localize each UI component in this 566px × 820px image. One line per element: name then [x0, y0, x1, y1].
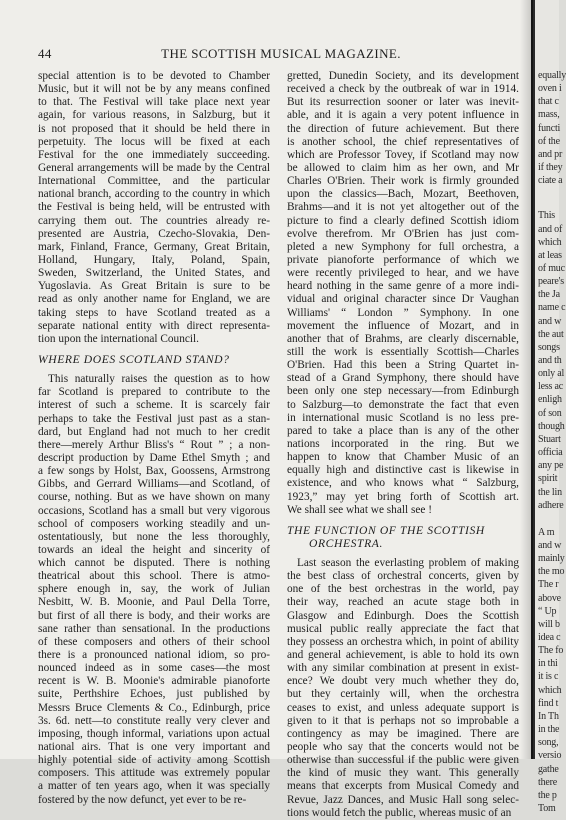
text-line: Glasgow and Edinburgh. Does the Scottish — [287, 609, 519, 622]
next-page-fragment: the Ja — [538, 289, 560, 301]
text-line: interest of such a scheme. It is scarcely fair — [38, 399, 270, 412]
text-line: highly potential side of activity among Scottish — [38, 754, 270, 767]
next-page-fragment: mainly — [538, 553, 565, 565]
text-line: stead of a Grand Symphony, there should have — [287, 372, 519, 385]
text-line: the best class of orchestral concerts, given by — [287, 570, 519, 583]
text-line: Music, but it will not be by any means confined — [38, 83, 270, 96]
text-line: mark, Finland, France, Germany, Great Britain, — [38, 240, 270, 253]
text-line: O'Brien. Had this been a String Quartet in- — [287, 359, 519, 372]
text-line: Charles O'Brien. Their work is firmly grounded — [287, 175, 519, 188]
text-line: private pianoforte performance of which we — [287, 253, 519, 266]
next-page-fragment: the p — [538, 789, 557, 801]
text-line: been only one step necessary—from Edinburgh — [287, 385, 519, 398]
text-line: otherwise than successful if the public were given — [287, 754, 519, 767]
text-line: fostered by the now defunct, yet ever to be re- — [38, 793, 247, 806]
next-page-fragment: name c — [538, 302, 566, 314]
text-line: imposing, though informal, variations upon actual — [38, 727, 270, 740]
text-line: This naturally raises the question as to how — [48, 373, 270, 386]
next-page-fragment: spirit — [538, 473, 558, 485]
text-line: school of composers working steadily and un- — [38, 517, 270, 530]
text-line: again, for various reasons, in Salzburg, but it — [38, 109, 270, 122]
next-page-fragment: and of — [538, 223, 563, 235]
text-line: Yugoslavia. As Great Britain is sure to be — [38, 280, 270, 293]
next-page-fragment: gathe — [538, 763, 559, 775]
text-line: a matter of ten years ago, when it was specially — [38, 780, 270, 793]
page-number: 44 — [38, 46, 52, 61]
text-line: they possess an orchestra which, in point of ability — [287, 635, 519, 648]
text-line: Williams' “ London ” Symphony. In one — [287, 306, 519, 319]
text-line: dard, but England had not much to her credit — [38, 425, 270, 438]
next-page-fragment: versio — [538, 750, 562, 762]
text-line: national branch, according to the country in which — [38, 188, 270, 201]
next-page-fragment: if they — [538, 162, 563, 174]
next-page-fragment: and pr — [538, 148, 563, 160]
next-page-fragment: find t — [538, 697, 559, 709]
next-page-fragment: and w — [538, 539, 562, 551]
text-line: equally high and distinctive cast is likewise in — [287, 464, 519, 477]
text-line: national airs. That is one very important and — [38, 741, 270, 754]
text-line: pleted a new Symphony for full orchestra, a — [287, 240, 519, 253]
text-line: but first of all there is body, and their works are — [38, 609, 270, 622]
text-line: presented are Austria, Czecho-Slovakia, Den- — [38, 227, 270, 240]
text-line: taking steps to have Scotland treated as a — [38, 306, 270, 319]
text-line: Sweden, Switzerland, the United States, and — [38, 267, 270, 280]
text-line: sane rather than sensational. In the productions — [38, 622, 270, 635]
left-paragraph-1 — [38, 70, 270, 346]
text-line: separate national entity with direct representa- — [38, 319, 270, 332]
next-page-fragment: oven i — [538, 83, 562, 95]
text-line: in international music Scotland is no less pre- — [287, 411, 519, 424]
text-line: gretted, Dunedin Society, and its development — [287, 70, 519, 82]
text-line: a few songs by Holst, Bax, Goossens, Armstrong — [38, 465, 270, 478]
text-line: perpetuity. The locus will be fixed at each — [38, 135, 270, 148]
next-page-fragment: which — [538, 684, 562, 696]
next-page-fragment: which — [538, 236, 562, 248]
text-line: the kind of music they want. This generally — [287, 767, 519, 780]
right-paragraph-1 — [287, 70, 519, 517]
next-page-fragment: there — [538, 776, 557, 788]
text-line: nounced indeed as in some cases—the most — [38, 662, 270, 675]
text-line: musical public really appreciate the fact that — [287, 622, 519, 635]
text-line: of these composers and others of their school — [38, 635, 270, 648]
text-line: 3s. 6d. nett—to constitute really very clever and — [38, 714, 270, 727]
next-page-fragment: of muc — [538, 262, 565, 274]
next-page-fragment: equally — [538, 70, 566, 81]
text-line: the direction of future achievement. But there — [287, 122, 519, 135]
text-line: contingency as may be imagined. There are — [287, 727, 519, 740]
next-page-fragment: Stuart — [538, 433, 561, 445]
section-heading-where-does-scotland-stand: WHERE DOES SCOTLAND STAND? — [38, 352, 230, 366]
page-header — [38, 46, 524, 62]
text-line: Revue, Jazz Dances, and Music Hall song selec- — [287, 793, 519, 806]
text-line: with any similar combination at present in exist- — [287, 662, 519, 675]
text-line: movement the influence of Mozart, and in — [287, 319, 519, 332]
text-line: carrying them out. The countries already re- — [38, 214, 270, 227]
text-line: the Festival is being held, will be entrusted with — [38, 201, 270, 214]
text-line: International Committee, and the particular — [38, 175, 270, 188]
text-line: tion upon the international Council. — [38, 332, 199, 345]
text-line: sphere enough in, say, the work of Julian — [38, 583, 270, 596]
text-line: is not proposed that it should be held there in — [38, 122, 270, 135]
text-line: received a check by the outbreak of war in 1914. — [287, 83, 519, 96]
next-page-fragment: mass, — [538, 109, 560, 121]
next-page-fragment: song, — [538, 737, 559, 749]
text-line: ence? We doubt very much whether they do, — [287, 675, 519, 688]
next-page-fragment: functi — [538, 122, 561, 134]
text-line: which cannot be disputed. There is nothing — [38, 557, 270, 570]
text-line: is another school, the chief representatives of — [287, 135, 519, 148]
text-line: able, and it is again a very potent influence in — [287, 109, 519, 122]
next-page-fragment: the aut — [538, 328, 564, 340]
next-page-fragment: and w — [538, 315, 562, 327]
running-title: THE SCOTTISH MUSICAL MAGAZINE. — [161, 46, 401, 61]
text-line: existence, and who knows what “ Salzburg, — [287, 477, 519, 490]
next-page-fragment: “ Up — [538, 605, 557, 617]
next-page-fragment: in the — [538, 724, 560, 736]
text-line: upon the classics—Bach, Mozart, Beethoven, — [287, 188, 519, 201]
next-page-fragment: The fo — [538, 645, 564, 657]
text-line: towards an ideal the height and sincerity of — [38, 543, 270, 556]
text-line: tions would fetch the public, whereas music of an — [287, 806, 512, 819]
text-line: there—merely Arthur Bliss's “ Rout ” ; a non- — [38, 438, 270, 451]
next-page-fragment: it is c — [538, 671, 559, 683]
text-line: people who say that the concerts would not be — [287, 741, 519, 754]
text-line: We shall see what we shall see ! — [287, 503, 432, 516]
text-line: which are Professor Tovey, if Scotland may now — [287, 148, 519, 161]
text-line: Nesbitt, W. B. Moonie, and Paul Della Torre, — [38, 596, 270, 609]
section-heading-function-line-2: ORCHESTRA. — [309, 536, 383, 550]
next-page-fragment: the lin — [538, 486, 562, 498]
text-line: and general achievement, is able to hold its own — [287, 649, 519, 662]
next-page-fragment: A m — [538, 526, 555, 538]
text-line: vidual and original character since Dr Vaughan — [287, 293, 519, 306]
text-line: but they certainly will, when the orchestra — [287, 688, 519, 701]
text-line: to Salzburg—to demonstrate the fact that even — [287, 398, 519, 411]
text-line: Holland, Hungary, Italy, Poland, Spain, — [38, 253, 270, 266]
next-page-fragment: any pe — [538, 460, 564, 472]
text-line: occasions, Scotland has a small but very vigorous — [38, 504, 270, 517]
right-column — [287, 70, 519, 820]
next-page-fragment: peare's — [538, 276, 564, 288]
next-page-fragment: enligh — [538, 394, 562, 406]
text-line: evolve therefrom. Mr O'Brien has just com- — [287, 227, 519, 240]
text-line: read as only another name for England, we are — [38, 293, 270, 306]
text-line: pared to take a place than is any of the other — [287, 424, 519, 437]
text-line: 1923,” may yet bring forth of Scottish art. — [287, 490, 519, 503]
text-line: were recently privileged to hear, and we have — [287, 267, 519, 280]
text-line: Messrs Bruce Clements & Co., Edinburgh, price — [38, 701, 270, 714]
next-page-fragment: In Th — [538, 710, 559, 722]
text-line: ostentatiously, but none the less thoroughly, — [38, 530, 270, 543]
next-page-fragment: officia — [538, 447, 563, 459]
next-page-fragment: above — [538, 592, 561, 604]
text-line: General arrangements will be made by the Central — [38, 161, 270, 174]
text-line: be allowed to claim him as her own, and Mr — [287, 161, 519, 174]
next-page-fragment: only al — [538, 368, 565, 380]
text-line: suite, Perthshire Echoes, just published by — [38, 688, 270, 701]
text-line: composers. This attitude was extremely popular — [38, 767, 270, 780]
text-line: special attention is to be devoted to Chamber — [38, 70, 270, 82]
next-page-fragment: that c — [538, 96, 559, 108]
next-page-fragment: in thi — [538, 658, 558, 670]
next-page-fragment: The r — [538, 579, 559, 591]
text-line: happen to know that Chamber Music of an — [287, 451, 519, 464]
left-paragraph-2 — [38, 373, 270, 807]
text-line: recent is W. B. Moonie's admirable pianoforte — [38, 675, 270, 688]
text-line: Festival for the one immediately succeeding. — [38, 148, 270, 161]
section-heading-function-line-1: THE FUNCTION OF THE SCOTTISH — [287, 523, 485, 537]
next-page-fragment: though — [538, 420, 565, 432]
next-page-fragment: adhere — [538, 499, 564, 511]
text-line: another that of Brahms, are clearly discernable, — [287, 332, 519, 345]
text-line: heard nothing in the same genre of a more indi- — [287, 280, 519, 293]
next-page-fragment: of the — [538, 135, 560, 147]
text-line: one of the best orchestras in the world, pay — [287, 583, 519, 596]
text-line: far Scotland is prepared to contribute to the — [38, 386, 270, 399]
next-page-fragment: at leas — [538, 249, 562, 261]
next-page-fragment: ciate a — [538, 175, 563, 187]
text-line: there is a pronounced national idiom, so pro- — [38, 649, 270, 662]
next-page-edge — [533, 0, 566, 814]
next-page-fragment: songs — [538, 341, 560, 353]
text-line: still the work is essentially Scottish—Charles — [287, 345, 519, 358]
next-page-fragment: of son — [538, 407, 562, 419]
next-page-fragment: Tom — [538, 802, 556, 814]
text-line: means that excerpts from Musical Comedy and — [287, 780, 519, 793]
text-line: Gibbs, and Gerrard Williams—and Scotland, of — [38, 478, 270, 491]
right-paragraph-2 — [287, 557, 519, 820]
text-line: theatrical about this school. There is atmo- — [38, 570, 270, 583]
text-line: perhaps to take the Festival just past as a stan- — [38, 412, 270, 425]
text-line: their way, reached an acute stage both in — [287, 596, 519, 609]
text-line: given to it that is perhaps not so improbable a — [287, 714, 519, 727]
text-line: Brahms—and it is not yet altogether out of the — [287, 201, 519, 214]
next-page-fragment: less ac — [538, 381, 563, 393]
text-line: course, nothing. But as we have shown on many — [38, 491, 270, 504]
next-page-fragment: idea c — [538, 632, 561, 643]
text-line: But its resurrection sooner or later was inevit- — [287, 96, 519, 109]
text-line: picture to find a clearly defined Scottish idiom — [287, 214, 519, 227]
text-line: to that. The Festival will take place next year — [38, 96, 270, 109]
text-line: descript production by Dame Ethel Smyth ; and — [38, 451, 270, 464]
text-line: ceases to exist, and unless adequate support is — [287, 701, 519, 714]
next-page-fragment: will b — [538, 618, 560, 630]
next-page-fragment: and th — [538, 355, 562, 366]
text-line: nations incorporated in the ring. But we — [287, 437, 519, 450]
next-page-fragment: the mo — [538, 566, 565, 578]
next-page-fragment: This — [538, 210, 555, 222]
text-line: Last season the everlasting problem of making — [297, 557, 519, 570]
left-column — [38, 70, 270, 807]
